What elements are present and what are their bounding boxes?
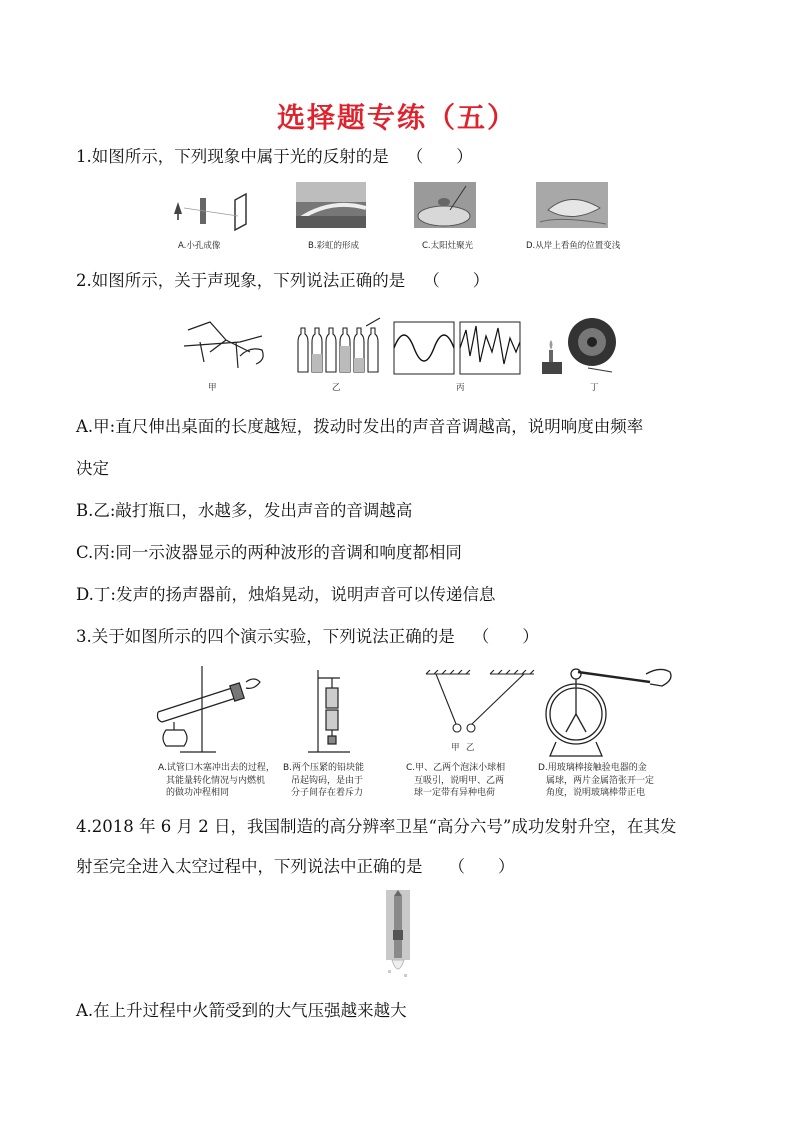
q3-figure-c — [426, 670, 534, 732]
q3-caption-d-line1: D.用玻璃棒接触验电器的金 — [538, 763, 647, 773]
q4-rocket-photo — [384, 890, 412, 982]
question-2-stem — [76, 270, 489, 292]
question-1-stem — [76, 146, 473, 168]
q3-figure-d — [546, 669, 671, 756]
question-2-text: 2.如图所示，关于声现象，下列说法正确的是 — [76, 271, 406, 290]
q3-caption-b-line2: 吊起钩码，是由于 — [291, 775, 364, 786]
q3-caption-d-line2: 属球，两片金属箔张开一定 — [546, 775, 655, 786]
q1-figure-b — [296, 182, 366, 228]
q3-ball-label-jia: 甲 — [451, 743, 460, 753]
q1-caption-a: A.小孔成像 — [178, 241, 221, 251]
q1-figure-c — [414, 182, 476, 228]
q3-caption-a-line3: 的做功冲程相同 — [166, 788, 230, 798]
q1-figures — [160, 180, 660, 260]
q3-caption-d — [538, 762, 654, 800]
q3-caption-b — [283, 762, 364, 800]
question-4-stem-line2 — [76, 856, 515, 878]
q1-caption-b: B.彩虹的形成 — [308, 241, 360, 251]
q2-option-b: B.乙:敲打瓶口，水越多，发出声音的音调越高 — [76, 501, 413, 520]
q1-caption-d: D.从岸上看鱼的位置变浅 — [526, 241, 621, 251]
question-4-stem-line1: 4.2018 年 6 月 2 日，我国制造的高分辨率卫星“高分六号”成功发射升空，在其发 — [76, 817, 677, 836]
q3-figure-a — [158, 666, 261, 752]
q3-caption-d-line3: 角度，说明玻璃棒带正电 — [546, 788, 646, 798]
q3-caption-b-line1: B.两个压紧的铅块能 — [283, 763, 365, 773]
page-title: 选择题专练（五） — [276, 101, 517, 134]
q3-caption-c-line1: C.甲、乙两个泡沫小球相 — [406, 763, 506, 773]
q2-caption-jia: 甲 — [208, 383, 217, 393]
q2-figure-yi — [298, 318, 380, 372]
q1-figure-d — [536, 182, 608, 228]
q2-figures — [180, 312, 620, 397]
q2-caption-yi: 乙 — [332, 383, 341, 393]
q2-figure-bing — [394, 322, 520, 374]
q3-ball-label-yi: 乙 — [466, 743, 475, 753]
q2-option-d: D.丁:发声的扬声器前，烛焰晃动，说明声音可以传递信息 — [76, 585, 496, 604]
q2-option-c: C.丙:同一示波器显示的两种波形的音调和响度都相同 — [76, 543, 462, 562]
answer-paren: （ ） — [448, 857, 515, 876]
answer-paren: （ ） — [472, 627, 539, 646]
question-1-text: 1.如图所示，下列现象中属于光的反射的是 — [76, 147, 389, 166]
q3-figure-b — [308, 670, 350, 752]
q3-figures — [150, 660, 680, 760]
q3-caption-c — [406, 762, 505, 800]
q2-figure-ding — [542, 318, 616, 374]
q3-caption-a-line2: 其能量转化情况与内燃机 — [166, 775, 266, 786]
q3-caption-c-line3: 球一定带有异种电荷 — [414, 788, 496, 798]
q3-caption-a-line1: A.试管口木塞冲出去的过程， — [158, 763, 275, 773]
answer-paren: （ ） — [423, 271, 490, 290]
q4-option-a: A.在上升过程中火箭受到的大气压强越来越大 — [76, 1001, 407, 1020]
q2-figure-jia — [184, 322, 263, 368]
q2-option-a-line2: 决定 — [76, 459, 109, 478]
q3-caption-a — [158, 762, 275, 800]
question-4-text: 射至完全进入太空过程中，下列说法中正确的是 — [76, 857, 423, 876]
q3-caption-c-line2: 互吸引，说明甲、乙两 — [414, 775, 505, 786]
q1-figure-a — [174, 194, 246, 230]
q3-caption-b-line3: 分子间存在着斥力 — [291, 788, 364, 798]
q2-option-a-line1: A.甲:直尺伸出桌面的长度越短，拨动时发出的声音音调越高，说明响度由频率 — [76, 417, 644, 436]
question-3-stem — [76, 626, 539, 648]
q1-caption-c: C.太阳灶聚光 — [422, 241, 474, 251]
q2-caption-bing: 丙 — [456, 383, 465, 393]
question-3-text: 3.关于如图所示的四个演示实验，下列说法正确的是 — [76, 627, 455, 646]
answer-paren: （ ） — [406, 147, 473, 166]
q2-caption-ding: 丁 — [590, 383, 599, 393]
